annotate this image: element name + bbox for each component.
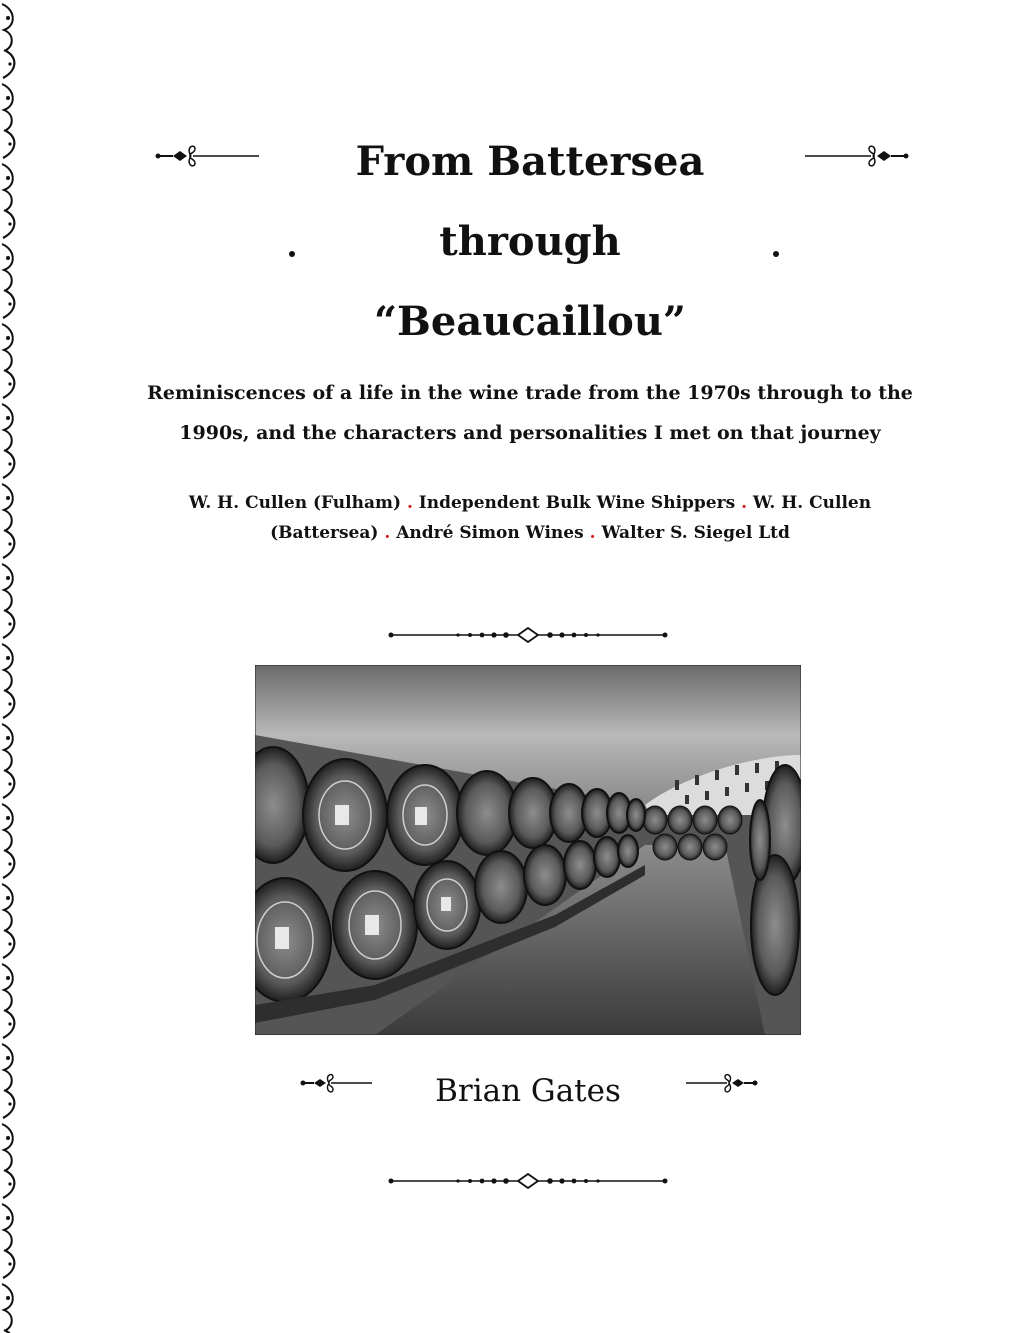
title-dot-left	[289, 251, 295, 257]
author-name: Brian Gates	[435, 1073, 621, 1109]
company-name: W. H. Cullen (Fulham)	[188, 493, 402, 513]
decorative-border	[0, 0, 22, 1333]
company-name: Walter S. Siegel Ltd	[601, 523, 790, 543]
title-line-3: “Beaucaillou”	[374, 298, 686, 345]
title-line-1: From Battersea	[355, 138, 705, 185]
separator-dot: .	[741, 493, 747, 513]
divider-ornament-top	[388, 625, 668, 645]
separator-dot: .	[406, 493, 413, 513]
company-name: Independent Bulk Wine Shippers	[418, 493, 736, 513]
title-dot-right	[773, 251, 779, 257]
company-name: André Simon Wines	[396, 523, 584, 543]
title-line-2: through	[439, 218, 621, 265]
wine-cellar-photo	[255, 665, 801, 1035]
divider-ornament-bottom	[388, 1171, 668, 1191]
separator-dot: .	[589, 523, 596, 543]
company-list	[150, 488, 910, 548]
company-name: W. H. Cullen (Battersea)	[270, 493, 872, 543]
subtitle: Reminiscences of a life in the wine trade from the 1970s through to the 1990s, and the characters and personalities I met on that journey	[147, 382, 913, 444]
separator-dot: .	[384, 523, 391, 543]
